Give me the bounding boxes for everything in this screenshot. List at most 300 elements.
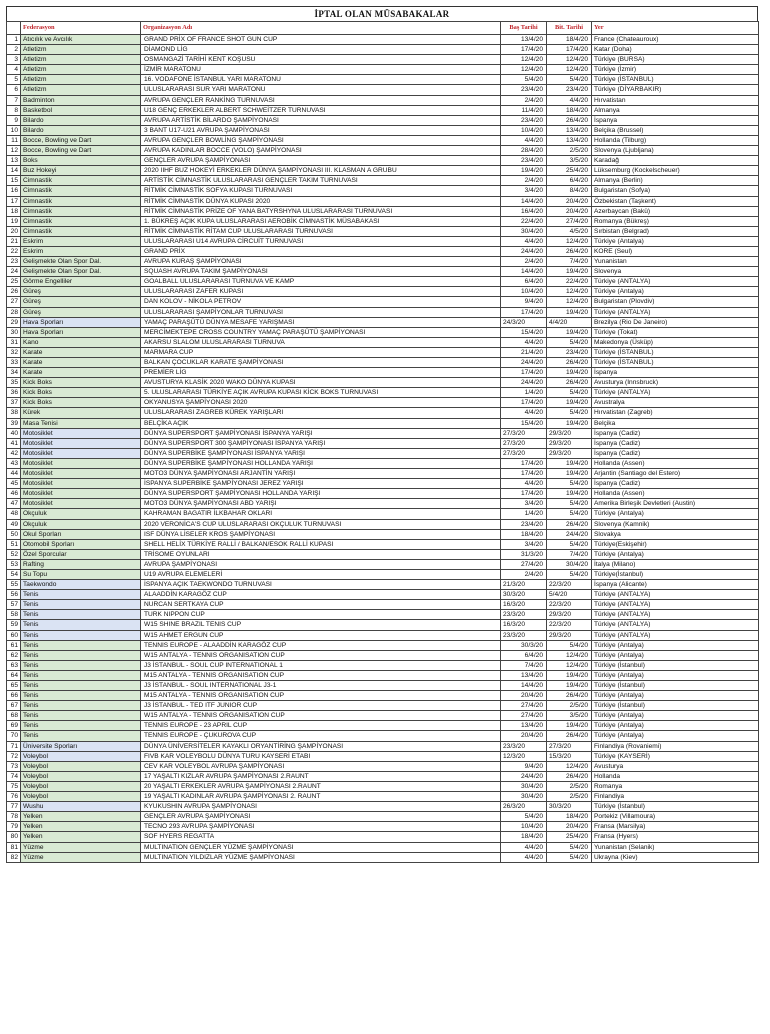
- end-date-cell: 26/4/20: [547, 378, 592, 388]
- organization-cell: M15 ANTALYA - TENNIS ORGANISATION CUP: [141, 691, 501, 701]
- end-date-cell: 27/4/20: [547, 216, 592, 226]
- table-row: [7, 600, 759, 610]
- end-date-cell: 19/4/20: [547, 721, 592, 731]
- start-date-cell: 1/4/20: [501, 509, 547, 519]
- start-date-cell: 27/4/20: [501, 711, 547, 721]
- organization-cell: W15 ANTALYA - TENNIS ORGANISATION CUP: [141, 650, 501, 660]
- organization-cell: J3 İSTANBUL - SOUL INTERNATIONAL J3-1: [141, 681, 501, 691]
- organization-cell: 17 YAŞALTI KIZLAR AVRUPA ŞAMPİYONASI 2.RAUNT: [141, 771, 501, 781]
- table-row: [7, 368, 759, 378]
- row-number: 45: [7, 479, 21, 489]
- organization-cell: 20 YAŞALTI ERKEKLER AVRUPA ŞAMPİYONASI 2.RAUNT: [141, 781, 501, 791]
- table-row: [7, 771, 759, 781]
- place-cell: France (Chateauroux): [592, 35, 759, 45]
- end-date-cell: 26/4/20: [547, 691, 592, 701]
- table-row: [7, 781, 759, 791]
- place-cell: Türkiye (Antalya): [592, 236, 759, 246]
- table-row: [7, 358, 759, 368]
- start-date-cell: 3/4/20: [501, 186, 547, 196]
- organization-cell: İSPANYA SUPERBİKE ŞAMPİYONASI JEREZ YARIŞI: [141, 479, 501, 489]
- end-date-cell: 4/4/20: [547, 95, 592, 105]
- organization-cell: ULUSLARARASI SUR YARI MARATONU: [141, 85, 501, 95]
- federation-cell: Atletizm: [21, 75, 141, 85]
- federation-cell: Motosiklet: [21, 469, 141, 479]
- table-row: [7, 499, 759, 509]
- place-cell: Türkiye(Eskişehir): [592, 539, 759, 549]
- federation-cell: Gelişmekte Olan Spor Dal.: [21, 267, 141, 277]
- end-date-cell: 18/4/20: [547, 35, 592, 45]
- place-cell: İspanya (Cadiz): [592, 479, 759, 489]
- row-number: 54: [7, 569, 21, 579]
- header-start-date: Baş Tarihi: [501, 22, 547, 35]
- start-date-cell: 30/4/20: [501, 792, 547, 802]
- events-table: [6, 21, 759, 863]
- federation-cell: Atletizm: [21, 45, 141, 55]
- place-cell: Türkiye (Antalya): [592, 509, 759, 519]
- row-number: 77: [7, 802, 21, 812]
- start-date-cell: 4/4/20: [501, 842, 547, 852]
- end-date-cell: 30/3/20: [547, 802, 592, 812]
- start-date-cell: 22/4/20: [501, 216, 547, 226]
- row-number: 32: [7, 347, 21, 357]
- place-cell: Avustralya: [592, 398, 759, 408]
- end-date-cell: 26/4/20: [547, 115, 592, 125]
- place-cell: Türkiye (ANTALYA): [592, 610, 759, 620]
- place-cell: İspanya (Cadiz): [592, 438, 759, 448]
- end-date-cell: 26/4/20: [547, 246, 592, 256]
- end-date-cell: 22/3/20: [547, 580, 592, 590]
- row-number: 51: [7, 539, 21, 549]
- start-date-cell: 15/4/20: [501, 327, 547, 337]
- start-date-cell: 4/4/20: [501, 408, 547, 418]
- federation-cell: Okçuluk: [21, 519, 141, 529]
- table-row: [7, 226, 759, 236]
- end-date-cell: 23/4/20: [547, 347, 592, 357]
- place-cell: Brezilya (Rio De Janeiro): [592, 317, 759, 327]
- table-row: [7, 822, 759, 832]
- table-row: [7, 559, 759, 569]
- organization-cell: MOTO3 DÜNYA ŞAMPİYONASI ABD YARIŞI: [141, 499, 501, 509]
- place-cell: Türkiye (Antalya): [592, 549, 759, 559]
- place-cell: Slovenya (Ljubljana): [592, 146, 759, 156]
- organization-cell: SQUASH AVRUPA TAKIM ŞAMPİYONASI: [141, 267, 501, 277]
- row-number: 50: [7, 529, 21, 539]
- place-cell: Romanya: [592, 781, 759, 791]
- table-row: [7, 166, 759, 176]
- row-number: 40: [7, 428, 21, 438]
- place-cell: Hollanda (Assen): [592, 458, 759, 468]
- table-row: [7, 711, 759, 721]
- table-row: [7, 741, 759, 751]
- federation-cell: Tenis: [21, 711, 141, 721]
- federation-cell: Voleybol: [21, 781, 141, 791]
- end-date-cell: 2/5/20: [547, 701, 592, 711]
- table-row: [7, 277, 759, 287]
- end-date-cell: 3/5/20: [547, 156, 592, 166]
- start-date-cell: 23/4/20: [501, 115, 547, 125]
- row-number: 12: [7, 146, 21, 156]
- start-date-cell: 23/4/20: [501, 156, 547, 166]
- federation-cell: Karate: [21, 368, 141, 378]
- organization-cell: 2020 VERONİCA'S CUP ULUSLARARASI OKÇULUK TURNUVASI: [141, 519, 501, 529]
- start-date-cell: 17/4/20: [501, 45, 547, 55]
- place-cell: Türkiye (ANTALYA): [592, 630, 759, 640]
- row-number: 16: [7, 186, 21, 196]
- start-date-cell: 16/3/20: [501, 600, 547, 610]
- organization-cell: AVRUPA ŞAMPİYONASI: [141, 559, 501, 569]
- table-row: [7, 802, 759, 812]
- place-cell: Türkiye (DİYARBAKIR): [592, 85, 759, 95]
- organization-cell: SOF HYERS REGATTA: [141, 832, 501, 842]
- start-date-cell: 27/3/20: [501, 448, 547, 458]
- organization-cell: DÜNYA SUPERBİKE ŞAMPİYONASI HOLLANDA YARIŞI: [141, 458, 501, 468]
- table-row: [7, 731, 759, 741]
- row-number: 30: [7, 327, 21, 337]
- row-number: 66: [7, 691, 21, 701]
- organization-cell: W15 SHINE BRAZIL TENIS CUP: [141, 620, 501, 630]
- federation-cell: Tenis: [21, 660, 141, 670]
- organization-cell: M15 ANTALYA - TENNIS ORGANISATION CUP: [141, 670, 501, 680]
- end-date-cell: 19/4/20: [547, 368, 592, 378]
- header-end-date: Bit. Tarihi: [547, 22, 592, 35]
- start-date-cell: 23/3/20: [501, 741, 547, 751]
- federation-cell: Eskrim: [21, 246, 141, 256]
- organization-cell: ALAADDİN KARAGÖZ CUP: [141, 590, 501, 600]
- end-date-cell: 19/4/20: [547, 327, 592, 337]
- table-row: [7, 257, 759, 267]
- place-cell: Karadağ: [592, 156, 759, 166]
- end-date-cell: 7/4/20: [547, 257, 592, 267]
- table-row: [7, 469, 759, 479]
- start-date-cell: 23/4/20: [501, 519, 547, 529]
- start-date-cell: 19/4/20: [501, 166, 547, 176]
- place-cell: Türkiye (Tokat): [592, 327, 759, 337]
- organization-cell: AVRUPA ARTİSTİK BİLARDO ŞAMPİYONASI: [141, 115, 501, 125]
- row-number: 48: [7, 509, 21, 519]
- table-row: [7, 832, 759, 842]
- start-date-cell: 7/4/20: [501, 660, 547, 670]
- row-number: 42: [7, 448, 21, 458]
- table-row: [7, 206, 759, 216]
- start-date-cell: 21/4/20: [501, 347, 547, 357]
- end-date-cell: 5/4/20: [547, 842, 592, 852]
- place-cell: Slovenya (Kamnik): [592, 519, 759, 529]
- table-row: [7, 327, 759, 337]
- row-number: 44: [7, 469, 21, 479]
- place-cell: Türkiye (İstanbul): [592, 681, 759, 691]
- table-row: [7, 569, 759, 579]
- start-date-cell: 12/4/20: [501, 55, 547, 65]
- start-date-cell: 23/3/20: [501, 610, 547, 620]
- row-number: 59: [7, 620, 21, 630]
- start-date-cell: 27/3/20: [501, 438, 547, 448]
- start-date-cell: 11/4/20: [501, 105, 547, 115]
- federation-cell: Tenis: [21, 731, 141, 741]
- federation-cell: Rafting: [21, 559, 141, 569]
- organization-cell: İSPANYA AÇIK TAEKWONDO TURNUVASI: [141, 580, 501, 590]
- row-number: 57: [7, 600, 21, 610]
- organization-cell: CEV KAR VOLEYBOL AVRUPA ŞAMPİYONASI: [141, 761, 501, 771]
- table-row: [7, 85, 759, 95]
- start-date-cell: 13/4/20: [501, 35, 547, 45]
- start-date-cell: 12/3/20: [501, 751, 547, 761]
- end-date-cell: 12/4/20: [547, 287, 592, 297]
- end-date-cell: 30/4/20: [547, 559, 592, 569]
- organization-cell: TECNO 293 AVRUPA ŞAMPİYONASI: [141, 822, 501, 832]
- table-row: [7, 347, 759, 357]
- table-row: [7, 45, 759, 55]
- organization-cell: DİAMOND LİG: [141, 45, 501, 55]
- federation-cell: Güreş: [21, 297, 141, 307]
- federation-cell: Atıcılık ve Avcılık: [21, 35, 141, 45]
- row-number: 34: [7, 368, 21, 378]
- federation-cell: Okul Sporları: [21, 529, 141, 539]
- place-cell: Türkiye (Antalya): [592, 721, 759, 731]
- start-date-cell: 28/4/20: [501, 146, 547, 156]
- end-date-cell: 12/4/20: [547, 761, 592, 771]
- end-date-cell: 26/4/20: [547, 358, 592, 368]
- table-row: [7, 842, 759, 852]
- end-date-cell: 8/4/20: [547, 186, 592, 196]
- row-number: 37: [7, 398, 21, 408]
- row-number: 14: [7, 166, 21, 176]
- table-row: [7, 408, 759, 418]
- end-date-cell: 7/4/20: [547, 549, 592, 559]
- federation-cell: Cimnastik: [21, 196, 141, 206]
- place-cell: Fransa (Marsilya): [592, 822, 759, 832]
- organization-cell: AVRUPA KURAŞ ŞAMPİYONASI: [141, 257, 501, 267]
- place-cell: Türkiye (İstanbul): [592, 660, 759, 670]
- row-number: 28: [7, 307, 21, 317]
- start-date-cell: 20/4/20: [501, 731, 547, 741]
- row-number: 25: [7, 277, 21, 287]
- row-number: 82: [7, 852, 21, 862]
- table-row: [7, 691, 759, 701]
- place-cell: Hollanda: [592, 771, 759, 781]
- end-date-cell: 18/4/20: [547, 812, 592, 822]
- place-cell: Belçika (Brussel): [592, 125, 759, 135]
- organization-cell: DÜNYA SUPERSPORT ŞAMPİYONASI HOLLANDA YARIŞI: [141, 489, 501, 499]
- end-date-cell: 12/4/20: [547, 297, 592, 307]
- organization-cell: BELÇİKA AÇIK: [141, 418, 501, 428]
- row-number: 55: [7, 580, 21, 590]
- row-number: 4: [7, 65, 21, 75]
- start-date-cell: 2/4/20: [501, 176, 547, 186]
- row-number: 53: [7, 559, 21, 569]
- start-date-cell: 15/4/20: [501, 418, 547, 428]
- start-date-cell: 27/4/20: [501, 559, 547, 569]
- end-date-cell: 19/4/20: [547, 469, 592, 479]
- end-date-cell: 19/4/20: [547, 489, 592, 499]
- federation-cell: Tenis: [21, 681, 141, 691]
- start-date-cell: 1/4/20: [501, 388, 547, 398]
- end-date-cell: 29/3/20: [547, 448, 592, 458]
- end-date-cell: 5/4/20: [547, 509, 592, 519]
- place-cell: Slovenya: [592, 267, 759, 277]
- end-date-cell: 5/4/20: [547, 640, 592, 650]
- organization-cell: TENNIS EUROPE - 23 APRIL CUP: [141, 721, 501, 731]
- header-federation: Federasyon: [21, 22, 141, 35]
- organization-cell: ULUSLARARASI ŞAMPİYONLAR TURNUVASI: [141, 307, 501, 317]
- table-row: [7, 267, 759, 277]
- organization-cell: KYUKUSHIN AVRUPA ŞAMPİYONASI: [141, 802, 501, 812]
- start-date-cell: 23/3/20: [501, 630, 547, 640]
- organization-cell: YAMAÇ PARAŞÜTÜ DÜNYA MESAFE YARIŞMASI: [141, 317, 501, 327]
- organization-cell: RİTMİK CİMNASTİK PRİZE OF YANA BATYRSHYNA ULUSLARARASI TURNUVASI: [141, 206, 501, 216]
- table-row: [7, 196, 759, 206]
- start-date-cell: 14/4/20: [501, 267, 547, 277]
- organization-cell: İZMİR MARATONU: [141, 65, 501, 75]
- end-date-cell: 20/4/20: [547, 206, 592, 216]
- federation-cell: Bocce, Bowling ve Dart: [21, 135, 141, 145]
- federation-cell: Voleybol: [21, 761, 141, 771]
- row-number: 64: [7, 670, 21, 680]
- place-cell: Türkiye (ANTALYA): [592, 620, 759, 630]
- place-cell: Romanya (Bükreş): [592, 216, 759, 226]
- start-date-cell: 30/4/20: [501, 226, 547, 236]
- place-cell: Yunanistan (Selanik): [592, 842, 759, 852]
- federation-cell: Hava Sporları: [21, 317, 141, 327]
- place-cell: İspanya (Alicante): [592, 580, 759, 590]
- place-cell: Katar (Doha): [592, 45, 759, 55]
- place-cell: Almanya: [592, 105, 759, 115]
- federation-cell: Eskrim: [21, 236, 141, 246]
- table-row: [7, 852, 759, 862]
- table-row: [7, 297, 759, 307]
- table-row: [7, 519, 759, 529]
- federation-cell: Özel Sporcular: [21, 549, 141, 559]
- federation-cell: Wushu: [21, 802, 141, 812]
- organization-cell: MARMARA CUP: [141, 347, 501, 357]
- row-number: 36: [7, 388, 21, 398]
- organization-cell: TENNIS EUROPE - ÇUKUROVA CUP: [141, 731, 501, 741]
- start-date-cell: 24/4/20: [501, 771, 547, 781]
- organization-cell: U18 GENÇ ERKEKLER ALBERT SCHWEİTZER TURNUVASI: [141, 105, 501, 115]
- table-row: [7, 65, 759, 75]
- place-cell: İtalya (Milano): [592, 559, 759, 569]
- table-row: [7, 751, 759, 761]
- table-row: [7, 236, 759, 246]
- federation-cell: Yelken: [21, 822, 141, 832]
- end-date-cell: 29/3/20: [547, 630, 592, 640]
- row-number: 3: [7, 55, 21, 65]
- row-number: 20: [7, 226, 21, 236]
- organization-cell: DÜNYA SUPERSPORT 300 ŞAMPİYONASI İSPANYA YARIŞI: [141, 438, 501, 448]
- end-date-cell: 5/4/20: [547, 590, 592, 600]
- start-date-cell: 17/4/20: [501, 469, 547, 479]
- start-date-cell: 30/4/20: [501, 781, 547, 791]
- row-number: 47: [7, 499, 21, 509]
- end-date-cell: 19/4/20: [547, 681, 592, 691]
- place-cell: Türkiye (İzmir): [592, 65, 759, 75]
- table-row: [7, 650, 759, 660]
- organization-cell: AVRUPA GENÇLER BOWLİNG ŞAMPİYONASI: [141, 135, 501, 145]
- row-number: 69: [7, 721, 21, 731]
- start-date-cell: 3/4/20: [501, 539, 547, 549]
- start-date-cell: 27/4/20: [501, 701, 547, 711]
- row-number: 18: [7, 206, 21, 216]
- organization-cell: AVUSTURYA KLASİK 2020 WAKO DÜNYA KUPASI: [141, 378, 501, 388]
- row-number: 39: [7, 418, 21, 428]
- place-cell: Türkiye (Antalya): [592, 691, 759, 701]
- organization-cell: ARTİSTİK CİMNASTİK ULUSLARARASI GENÇLER TAKIM TURNUVASI: [141, 176, 501, 186]
- table-row: [7, 105, 759, 115]
- row-number: 26: [7, 287, 21, 297]
- federation-cell: Tenis: [21, 670, 141, 680]
- federation-cell: Motosiklet: [21, 489, 141, 499]
- table-row: [7, 479, 759, 489]
- row-number: 1: [7, 35, 21, 45]
- organization-cell: ULUSLARARASI ZAFER KUPASI: [141, 287, 501, 297]
- end-date-cell: 22/4/20: [547, 277, 592, 287]
- start-date-cell: 4/4/20: [501, 852, 547, 862]
- federation-cell: Bocce, Bowling ve Dart: [21, 146, 141, 156]
- place-cell: Türkiye (Antalya): [592, 287, 759, 297]
- place-cell: Türkiye (Antalya): [592, 731, 759, 741]
- end-date-cell: 12/4/20: [547, 660, 592, 670]
- place-cell: Portekiz (Villamoura): [592, 812, 759, 822]
- header-organization: Organizasyon Adı: [141, 22, 501, 35]
- end-date-cell: 29/3/20: [547, 610, 592, 620]
- table-row: [7, 620, 759, 630]
- organization-cell: 2020 IIHF BUZ HOKEYİ ERKEKLER DÜNYA ŞAMPİYONASI III. KLASMAN A GRUBU: [141, 166, 501, 176]
- header-place: Yer: [592, 22, 759, 35]
- federation-cell: Motosiklet: [21, 479, 141, 489]
- organization-cell: RİTMİK CİMNASTİK RİTAM CUP ULUSLARARASI TURNUVASI: [141, 226, 501, 236]
- federation-cell: Taekwondo: [21, 580, 141, 590]
- place-cell: Finlandiya (Rovaniemi): [592, 741, 759, 751]
- federation-cell: Motosiklet: [21, 438, 141, 448]
- place-cell: Hırvatistan: [592, 95, 759, 105]
- start-date-cell: 10/4/20: [501, 822, 547, 832]
- end-date-cell: 25/4/20: [547, 166, 592, 176]
- start-date-cell: 18/4/20: [501, 832, 547, 842]
- federation-cell: Karate: [21, 358, 141, 368]
- table-row: [7, 529, 759, 539]
- end-date-cell: 19/4/20: [547, 307, 592, 317]
- organization-cell: DAN KOLOV - NİKOLA PETROV: [141, 297, 501, 307]
- table-row: [7, 489, 759, 499]
- start-date-cell: 2/4/20: [501, 95, 547, 105]
- start-date-cell: 4/4/20: [501, 337, 547, 347]
- federation-cell: Atletizm: [21, 85, 141, 95]
- federation-cell: Cimnastik: [21, 206, 141, 216]
- row-number: 52: [7, 549, 21, 559]
- row-number: 56: [7, 590, 21, 600]
- start-date-cell: 18/4/20: [501, 529, 547, 539]
- table-row: [7, 317, 759, 327]
- place-cell: Türkiye (ANTALYA): [592, 600, 759, 610]
- end-date-cell: 5/4/20: [547, 499, 592, 509]
- end-date-cell: 13/4/20: [547, 125, 592, 135]
- row-number: 46: [7, 489, 21, 499]
- row-number: 7: [7, 95, 21, 105]
- row-number: 33: [7, 358, 21, 368]
- table-row: [7, 580, 759, 590]
- start-date-cell: 17/4/20: [501, 368, 547, 378]
- federation-cell: Yüzme: [21, 852, 141, 862]
- end-date-cell: 18/4/20: [547, 105, 592, 115]
- row-number: 24: [7, 267, 21, 277]
- federation-cell: Su Topu: [21, 569, 141, 579]
- federation-cell: Kick Boks: [21, 378, 141, 388]
- end-date-cell: 5/4/20: [547, 388, 592, 398]
- row-number: 41: [7, 438, 21, 448]
- start-date-cell: 30/3/20: [501, 590, 547, 600]
- end-date-cell: 6/4/20: [547, 176, 592, 186]
- row-number: 67: [7, 701, 21, 711]
- start-date-cell: 9/4/20: [501, 297, 547, 307]
